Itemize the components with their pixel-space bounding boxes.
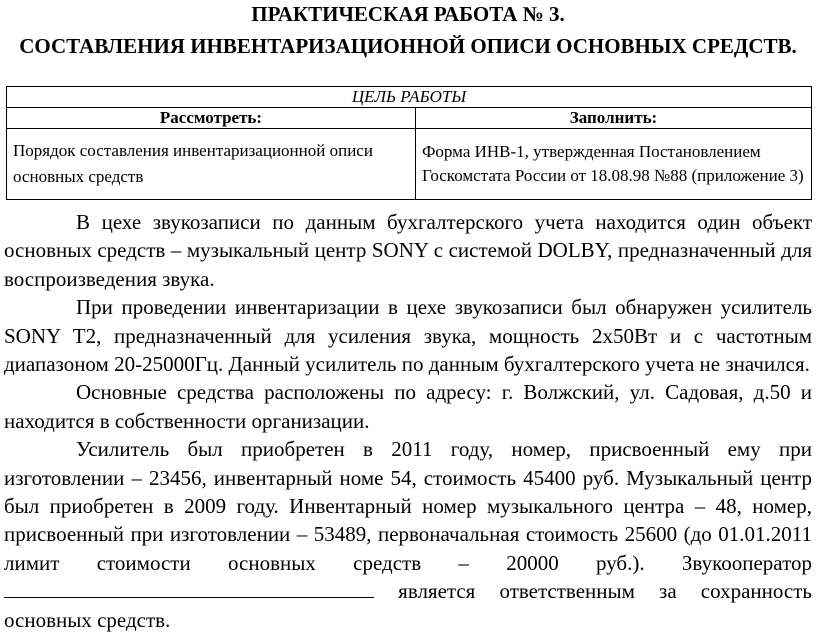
paragraph-4-text: Усилитель был приобретен в 2011 году, номер, присвоенный ему при изготовлении – 23456, инвентарный номе 54, стоимость 45400 руб. Музыкальный центр был приобретен в 2009 году. Инвентарный номер музыкального центра – 48, номер, присвоенный при изготовлении – 53489, первоначальная стоимость 25600 (до 01.01.2011 лимит стоимости основных средств – 20000 руб.). Звукооператор: [4, 437, 812, 575]
column-fill-header: Заполнить:: [416, 108, 812, 129]
blank-fill-line[interactable]: [4, 579, 374, 598]
task-body: [4, 208, 812, 634]
review-cell: Порядок составления инвентаризационной описи основных средств: [7, 129, 416, 200]
paragraph-3: Основные средства расположены по адресу: г. Волжский, ул. Садовая, д.50 и находится в собственности организации.: [4, 380, 812, 433]
page-title-line1: ПРАКТИЧЕСКАЯ РАБОТА № 3.: [251, 2, 565, 26]
paragraph-2: При проведении инвентаризации в цехе звукозаписи был обнаружен усилитель SONY T2, предназначенный для усиления звука, мощность 2х50Вт и с частотным диапазоном 20-25000Гц. Данный усилитель по данным бухгалтерского учета не значился.: [4, 295, 812, 377]
goal-table: [6, 86, 812, 200]
page-title-line2: СОСТАВЛЕНИЯ ИНВЕНТАРИЗАЦИОННОЙ ОПИСИ ОСНОВНЫХ СРЕДСТВ.: [19, 34, 797, 58]
column-review-header: Рассмотреть:: [7, 108, 416, 129]
paragraph-1: В цехе звукозаписи по данным бухгалтерского учета находится один объект основных средств – музыкальный центр SONY с системой DOLBY, предназначенный для воспроизведения звука.: [4, 210, 812, 291]
goal-table-heading: ЦЕЛЬ РАБОТЫ: [7, 87, 812, 108]
fill-cell: Форма ИНВ-1, утвержденная Постановлением Госкомстата России от 18.08.98 №88 (приложение 3): [416, 129, 812, 200]
paragraph-4-end: является ответственным за сохранность основных средств.: [4, 579, 813, 632]
paragraph-4: [4, 435, 812, 634]
